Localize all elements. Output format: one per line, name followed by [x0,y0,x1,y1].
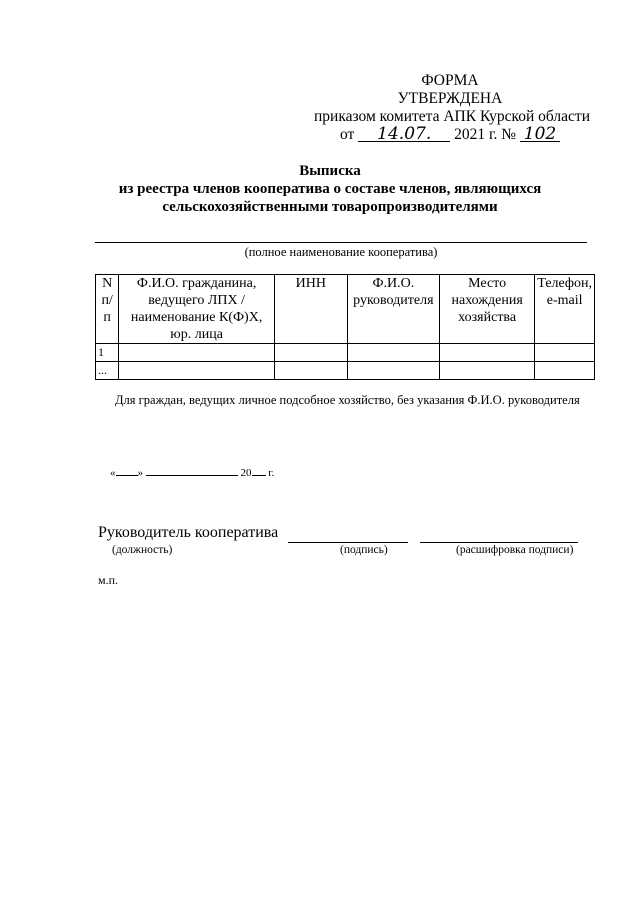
order-date-line [340,126,600,144]
signatory-role: Руководитель кооператива [98,524,279,541]
stamp-place: м.п. [98,573,119,587]
col-inn: ИНН [274,275,347,344]
table-cell [274,344,347,362]
table-cell [119,344,275,362]
table-cell [535,344,595,362]
order-date-handwritten: 14.07. [358,127,450,142]
col-contact: Телефон, e-mail [535,275,595,344]
close-quote: » [137,467,143,479]
table-cell [439,344,534,362]
col-name: Ф.И.О. гражданина, ведущего ЛПХ / наименование К(Ф)Х, юр. лица [119,275,275,344]
signature-caption: (подпись) [340,544,388,556]
table-cell [439,362,534,380]
signature-line [288,542,408,543]
col-location: Место нахождения хозяйства [439,275,534,344]
table-header-row [96,275,595,344]
approved-label: УТВЕРЖДЕНА [397,90,503,107]
order-number-handwritten: 102 [520,127,560,142]
signature-decode-line [420,542,578,543]
signing-date-line [110,467,274,479]
note-text: Для граждан, ведущих личное подсобное хозяйство, без указания Ф.И.О. руководителя [115,393,580,407]
decode-caption: (расшифровка подписи) [456,544,574,556]
open-quote: « [110,467,116,479]
date-prefix: от [340,126,355,143]
position-caption: (должность) [112,544,173,556]
table-cell [347,344,439,362]
register-table [95,274,595,380]
cooperative-name-line [95,242,587,243]
year-blank [252,475,266,476]
document-subtitle-line2: сельскохозяйственными товаропроизводителями [162,199,498,215]
table-cell: ... [96,362,119,380]
col-number: N п/п [96,275,119,344]
table-cell [119,362,275,380]
col-manager: Ф.И.О. руководителя [347,275,439,344]
table-cell [274,362,347,380]
order-issuer: приказом комитета АПК Курской области [314,108,590,125]
table-cell [347,362,439,380]
table-row [96,344,595,362]
year-suffix: г. [268,467,275,479]
day-blank [116,475,138,476]
form-label: ФОРМА [421,72,479,89]
document-subtitle-line1: из реестра членов кооператива о составе членов, являющихся [118,181,542,197]
order-year-number-label: 2021 г. № [454,126,517,143]
table-row [96,362,595,380]
month-blank [146,475,238,476]
table-cell: 1 [96,344,119,362]
approval-block [300,72,600,126]
document-title: Выписка [299,163,361,179]
cooperative-name-caption: (полное наименование кооператива) [244,245,438,259]
table-cell [535,362,595,380]
year-prefix: 20 [240,467,252,479]
